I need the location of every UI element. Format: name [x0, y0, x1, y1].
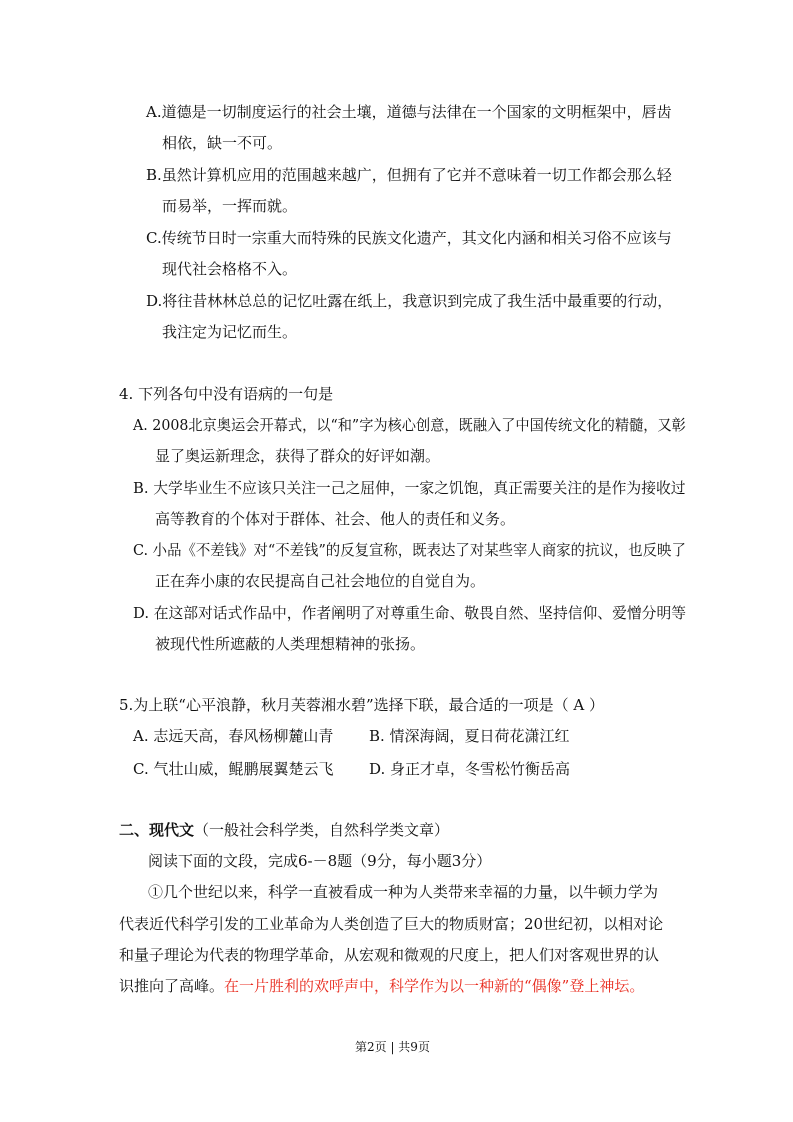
- q3-option-c-line2: 现代社会格格不入。: [162, 260, 298, 278]
- q4-option-c-line2: 正在奔小康的农民提高自己社会地位的自觉自为。: [155, 572, 486, 590]
- passage-line-3: 和量子理论为代表的物理学革命，从宏观和微观的尺度上，把人们对客观世界的认: [119, 946, 660, 964]
- section2-instruction: 阅读下面的文段，完成6-－8题（9分，每小题3分）: [148, 852, 492, 870]
- section2-subtitle: （一般社会科学类，自然科学类文章）: [194, 821, 450, 839]
- passage-highlight: 在一片胜利的欢呼声中，科学作为以一种新的“偶像”登上神坛。: [224, 977, 645, 995]
- q3-option-d-line1: D.将往昔林林总总的记忆吐露在纸上，我意识到完成了我生活中最重要的行动，: [146, 292, 673, 310]
- q4-option-b-line1: B. 大学毕业生不应该只关注一己之屈伸，一家之饥饱，真正需要关注的是作为接收过: [133, 479, 686, 497]
- q3-option-b-line1: B.虽然计算机应用的范围越来越广，但拥有了它并不意味着一切工作都会那么轻: [146, 166, 672, 184]
- q5-option-c: C. 气壮山威，鲲鹏展翼楚云飞: [133, 760, 334, 778]
- q4-option-a-line2: 显了奥运新理念，获得了群众的好评如潮。: [155, 447, 441, 465]
- q4-option-a-line1: A. 2008北京奥运会开幕式，以“和”字为核心创意，既融入了中国传统文化的精髓，又彰: [133, 416, 686, 434]
- q3-option-a-line1: A.道德是一切制度运行的社会土壤，道德与法律在一个国家的文明框架中，唇齿: [146, 103, 672, 121]
- passage-line-1: ①几个世纪以来，科学一直被看成一种为人类带来幸福的力量，以牛顿力学为: [148, 883, 659, 901]
- q5-option-d: D. 身正才卓，冬雪松竹衡岳高: [369, 760, 571, 778]
- page-number: 第2页 | 共9页: [355, 1040, 430, 1054]
- q4-option-b-line2: 高等教育的个体对于群体、社会、他人的责任和义务。: [155, 510, 516, 528]
- q4-option-d-line1: D. 在这部对话式作品中，作者阐明了对尊重生命、敬畏自然、坚持信仰、爱憎分明等: [133, 604, 687, 622]
- q5-stem: 5.为上联“心平浪静，秋月芙蓉湘水碧”选择下联，最合适的一项是（ A ）: [119, 696, 605, 714]
- q3-option-c-line1: C.传统节日时一宗重大而特殊的民族文化遗产，其文化内涵和相关习俗不应该与: [146, 229, 672, 247]
- q3-option-b-line2: 而易举，一挥而就。: [162, 197, 298, 215]
- passage-line-2: 代表近代科学引发的工业革命为人类创造了巨大的物质财富；20世纪初，以相对论: [119, 915, 664, 933]
- section2-heading: [119, 820, 449, 840]
- q5-option-b: B. 情深海阔，夏日荷花潇江红: [369, 727, 570, 745]
- q4-option-d-line2: 被现代性所遮蔽的人类理想精神的张扬。: [155, 635, 426, 653]
- q4-stem: 4. 下列各句中没有语病的一句是: [119, 385, 334, 403]
- section2-title: 二、现代文: [119, 821, 195, 839]
- q3-option-a-line2: 相依，缺一不可。: [162, 134, 283, 152]
- q3-option-d-line2: 我注定为记忆而生。: [162, 323, 298, 341]
- q4-option-c-line1: C. 小品《不差钱》对“不差钱”的反复宣称，既表达了对某些宰人商家的抗议，也反映了: [133, 541, 686, 559]
- q5-option-a: A. 志远天高，春风杨柳麓山青: [133, 727, 334, 745]
- passage-line-4: [119, 976, 644, 996]
- passage-line-4-text: 识推向了高峰。: [119, 977, 225, 995]
